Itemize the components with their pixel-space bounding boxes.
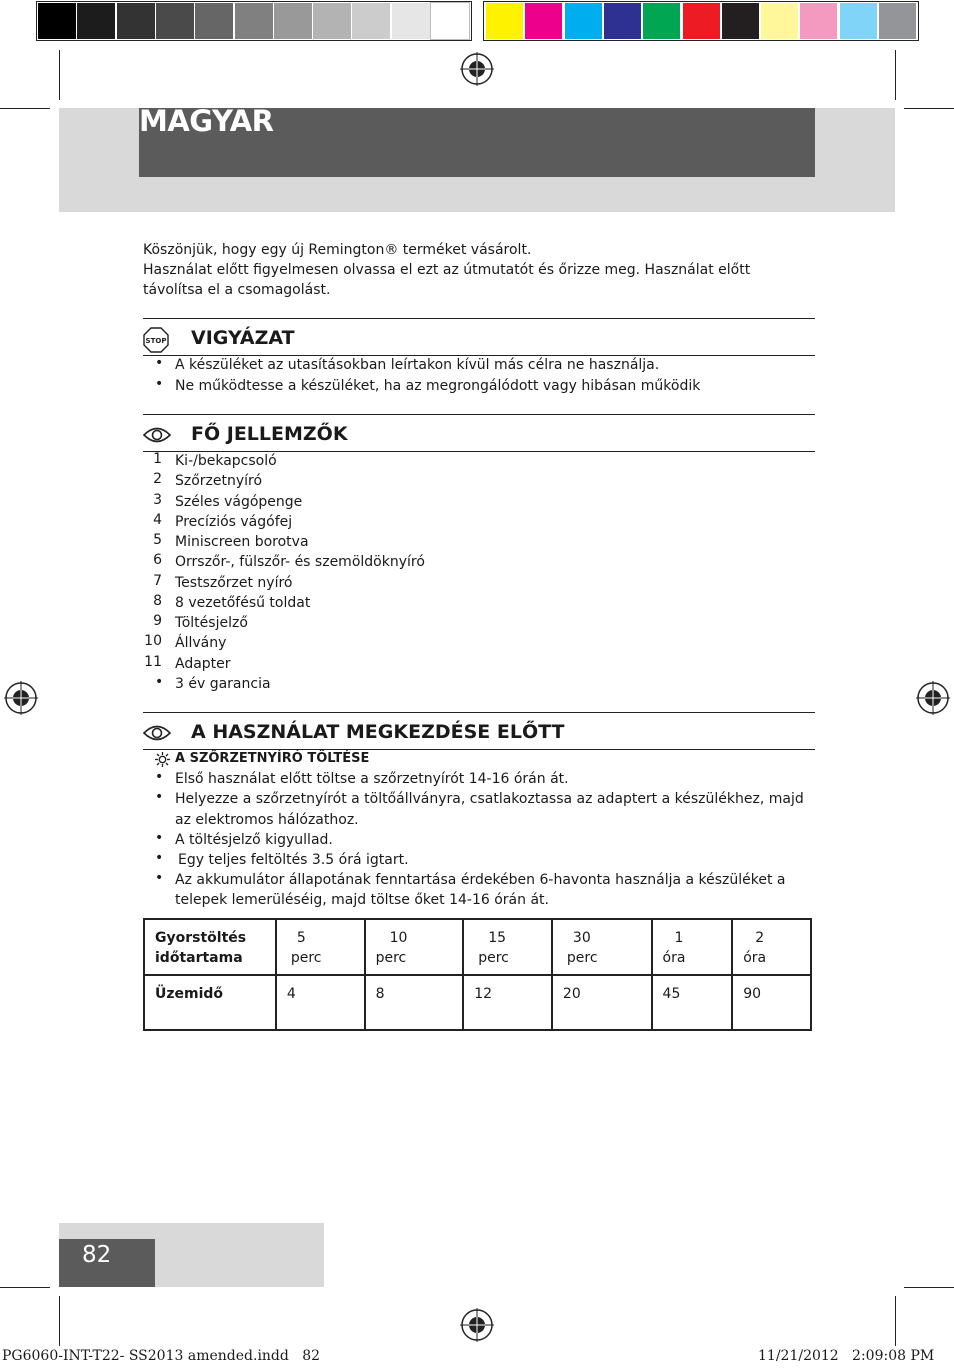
feature-number: 11 (144, 653, 162, 670)
feature-number: 2 (153, 471, 162, 488)
crop-mark (59, 1296, 60, 1346)
table-cell: 4 (276, 975, 365, 1030)
calibration-swatch-gray (392, 3, 430, 39)
section-title-caution: VIGYÁZAT (191, 327, 295, 349)
calibration-swatch-gray (77, 3, 115, 39)
section-divider (143, 414, 815, 415)
crop-mark (0, 1287, 50, 1288)
registration-mark-icon (916, 681, 950, 715)
table-cell-value: 1 (674, 930, 684, 946)
feature-label: Adapter (175, 655, 231, 672)
calibration-swatch-gray (313, 3, 351, 39)
subsection-title: A SZŐRZETNYÍRÓ TÖLTÉSE (175, 751, 370, 766)
usage-item: telepek lemerüléséig, majd töltse őket 14-16 órán át. (175, 892, 549, 908)
table-cell (552, 919, 652, 975)
feature-number: 9 (153, 613, 162, 629)
table-cell-unit: perc (375, 950, 407, 966)
page-title: MAGYAR (139, 104, 274, 138)
feature-number: 6 (153, 552, 162, 569)
feature-label: Széles vágópenge (175, 493, 303, 510)
feature-number: 5 (153, 532, 162, 548)
calibration-swatch-color (879, 3, 916, 39)
feature-number: 7 (153, 572, 162, 589)
table-cell (365, 919, 464, 975)
calibration-swatch-color (604, 3, 641, 39)
table-cell-value: 30 (572, 930, 591, 946)
table-cell-value: 5 (296, 930, 306, 946)
bullet: • (155, 769, 164, 785)
usage-item: A töltésjelző kigyullad. (175, 832, 333, 848)
section-divider (143, 712, 815, 713)
table-cell-value: 2 (755, 930, 765, 946)
usage-item: Helyezze a szőrzetnyírót a töltőállványra, csatlakoztassa az adaptert a készülékhez, majd (175, 791, 804, 807)
table-cell: 8 (365, 975, 464, 1030)
calibration-swatch-gray (195, 3, 233, 39)
table-cell-unit: perc (566, 950, 598, 966)
bullet: • (155, 355, 164, 371)
intro-line: Köszönjük, hogy egy új Remington® terméket vásárolt. (143, 242, 532, 258)
calibration-swatch-gray (38, 3, 76, 39)
calibration-swatch-color (800, 3, 837, 39)
footer-filename: PG6060-INT-T22- SS2013 amended.indd 82 (2, 1348, 321, 1364)
crop-mark (904, 1287, 954, 1288)
feature-label: Ki-/bekapcsoló (175, 453, 277, 469)
footer-timestamp: 11/21/2012 2:09:08 PM (758, 1348, 935, 1364)
calibration-swatch-gray (235, 3, 273, 39)
feature-number: 8 (153, 592, 162, 609)
feature-label: Testszőrzet nyíró (175, 574, 293, 591)
crop-mark (59, 50, 60, 100)
feature-number: 1 (153, 451, 162, 467)
section-title-features: FŐ JELLEMZŐK (191, 423, 348, 445)
usage-item: az elektromos hálózathoz. (175, 812, 359, 828)
table-cell (652, 919, 733, 975)
crop-mark (895, 50, 896, 100)
table-cell-unit: perc (290, 950, 322, 966)
section-title-before-use: A HASZNÁLAT MEGKEZDÉSE ELŐTT (191, 721, 565, 743)
sun-icon (155, 752, 170, 767)
bullet: • (155, 830, 164, 846)
bullet: • (155, 850, 164, 866)
feature-label: Töltésjelző (175, 615, 248, 631)
table-cell (276, 919, 365, 975)
stop-icon-label: STOP (145, 337, 167, 345)
bullet: • (155, 674, 164, 690)
eye-icon (143, 426, 171, 444)
table-cell-unit: perc (478, 950, 509, 966)
table-cell-unit: óra (743, 950, 767, 966)
feature-label: Állvány (175, 635, 227, 652)
table-header-label: időtartama (155, 950, 243, 966)
feature-label: Szőrzetnyíró (175, 473, 263, 490)
table-row (144, 975, 811, 1030)
bullet: • (155, 789, 164, 805)
table-cell: 12 (463, 975, 552, 1030)
calibration-swatch-gray (156, 3, 194, 39)
table-cell (732, 919, 811, 975)
usage-item: Első használat előtt töltse a szőrzetnyírót 14-16 órán át. (175, 771, 569, 787)
feature-number: 4 (153, 511, 162, 528)
caution-item: Ne működtesse a készüléket, ha az megrongálódott vagy hibásan működik (175, 378, 701, 394)
usage-item: Egy teljes feltöltés 3.5 órá igtart. (178, 852, 409, 868)
table-cell-value: 10 (389, 930, 408, 946)
table-header-cell: Üzemidő (144, 975, 276, 1030)
crop-mark (0, 108, 50, 109)
usage-item: Az akkumulátor állapotának fenntartása érdekében 6-havonta használja a készüléket a (175, 872, 786, 888)
page-number: 82 (82, 1242, 112, 1268)
caution-item: A készüléket az utasításokban leírtakon kívül más célra ne használja. (175, 357, 660, 373)
table-cell: 90 (732, 975, 811, 1030)
table-header-cell (144, 919, 276, 975)
calibration-swatch-color (761, 3, 798, 39)
calibration-swatch-color (722, 3, 759, 39)
feature-label: 8 vezetőfésű toldat (175, 594, 311, 611)
section-divider (143, 318, 815, 319)
table-row (144, 919, 811, 975)
calibration-swatch-color (525, 3, 562, 39)
calibration-swatch-gray (274, 3, 312, 39)
calibration-swatch-color (840, 3, 877, 39)
bullet: • (155, 870, 164, 886)
eye-icon (143, 724, 171, 742)
table-cell-value: 15 (488, 930, 507, 946)
registration-mark-icon (460, 1308, 494, 1342)
calibration-swatch-color (486, 3, 523, 39)
feature-label: Precíziós vágófej (175, 513, 293, 530)
crop-mark (895, 1296, 896, 1346)
feature-extra: 3 év garancia (175, 676, 271, 692)
feature-label: Orrszőr-, fülszőr- és szemöldöknyíró (175, 554, 425, 571)
calibration-swatch-gray (352, 3, 390, 39)
calibration-swatch-gray (431, 3, 469, 39)
table-header-label: Gyorstöltés (155, 930, 247, 946)
calibration-swatch-gray (117, 3, 155, 39)
intro-line: távolítsa el a csomagolást. (143, 282, 331, 298)
crop-mark (904, 108, 954, 109)
feature-number: 3 (153, 491, 162, 508)
calibration-swatch-color (683, 3, 720, 39)
bullet: • (155, 376, 164, 392)
calibration-swatch-color (643, 3, 680, 39)
table-cell: 45 (652, 975, 733, 1030)
registration-mark-icon (4, 681, 38, 715)
calibration-swatch-color (565, 3, 602, 39)
stop-icon (143, 327, 169, 353)
table-cell: 20 (552, 975, 652, 1030)
charging-time-table (143, 918, 812, 1031)
feature-label: Miniscreen borotva (175, 534, 309, 550)
table-cell-unit: óra (662, 950, 686, 966)
registration-mark-icon (460, 52, 494, 86)
intro-line: Használat előtt figyelmesen olvassa el ezt az útmutatót és őrizze meg. Használat előtt (143, 262, 751, 278)
feature-number: 10 (144, 633, 162, 650)
table-cell (463, 919, 552, 975)
